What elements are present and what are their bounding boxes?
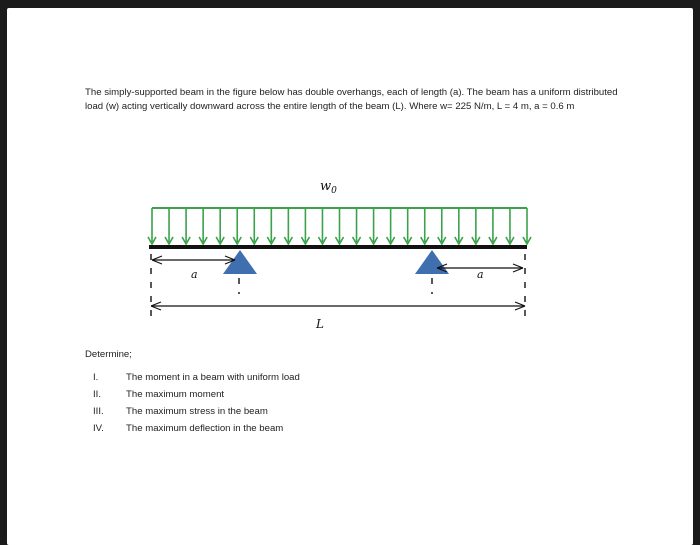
load-arrow xyxy=(472,208,480,244)
dimension-ticks xyxy=(151,254,525,316)
load-arrow xyxy=(148,208,156,244)
support-left-triangle xyxy=(223,250,257,274)
load-arrow xyxy=(318,208,326,244)
load-arrow xyxy=(506,208,514,244)
determine-heading: Determine; xyxy=(85,349,132,360)
load-arrow xyxy=(250,208,258,244)
list-number: II. xyxy=(93,389,101,400)
length-label: L xyxy=(316,317,324,331)
load-arrow xyxy=(233,208,241,244)
beam xyxy=(149,245,527,249)
load-arrow xyxy=(387,208,395,244)
overhang-left-dimension xyxy=(152,256,235,264)
load-arrow xyxy=(336,208,344,244)
length-dimension xyxy=(151,302,525,310)
list-text: The moment in a beam with uniform load xyxy=(126,372,300,383)
list-item xyxy=(93,372,393,389)
load-arrow xyxy=(182,208,190,244)
load-arrow xyxy=(301,208,309,244)
load-arrow xyxy=(284,208,292,244)
load-arrow xyxy=(455,208,463,244)
list-item xyxy=(93,389,393,406)
distributed-load xyxy=(148,208,531,244)
beam-figure xyxy=(7,8,693,338)
load-arrow xyxy=(199,208,207,244)
list-item xyxy=(93,423,393,440)
overhang-right-label: a xyxy=(477,268,484,281)
load-arrow xyxy=(404,208,412,244)
list-text: The maximum deflection in the beam xyxy=(126,423,284,434)
load-arrow xyxy=(489,208,497,244)
load-arrow xyxy=(421,208,429,244)
question-list xyxy=(93,372,393,440)
load-arrow xyxy=(438,208,446,244)
load-arrow xyxy=(165,208,173,244)
load-label: $w_0$ xyxy=(320,179,337,196)
overhang-left-label: a xyxy=(191,268,198,281)
list-text: The maximum moment xyxy=(126,389,225,400)
list-text: The maximum stress in the beam xyxy=(126,406,268,417)
load-arrow xyxy=(353,208,361,244)
list-number: IV. xyxy=(93,423,104,434)
load-arrow xyxy=(216,208,224,244)
document-page xyxy=(7,8,693,545)
list-number: I. xyxy=(93,372,99,383)
load-arrow xyxy=(370,208,378,244)
list-item xyxy=(93,406,393,423)
problem-statement: The simply-supported beam in the figure below has double overhangs, each of length (a). The beam has a uniform distributed load (w) acting vertically downward across the entire length of the beam (L). Where w= 225 N/m, L = 4 m, a = 0.6 m xyxy=(85,87,618,112)
load-arrow xyxy=(523,208,531,244)
list-number: III. xyxy=(93,406,104,417)
load-arrow xyxy=(267,208,275,244)
